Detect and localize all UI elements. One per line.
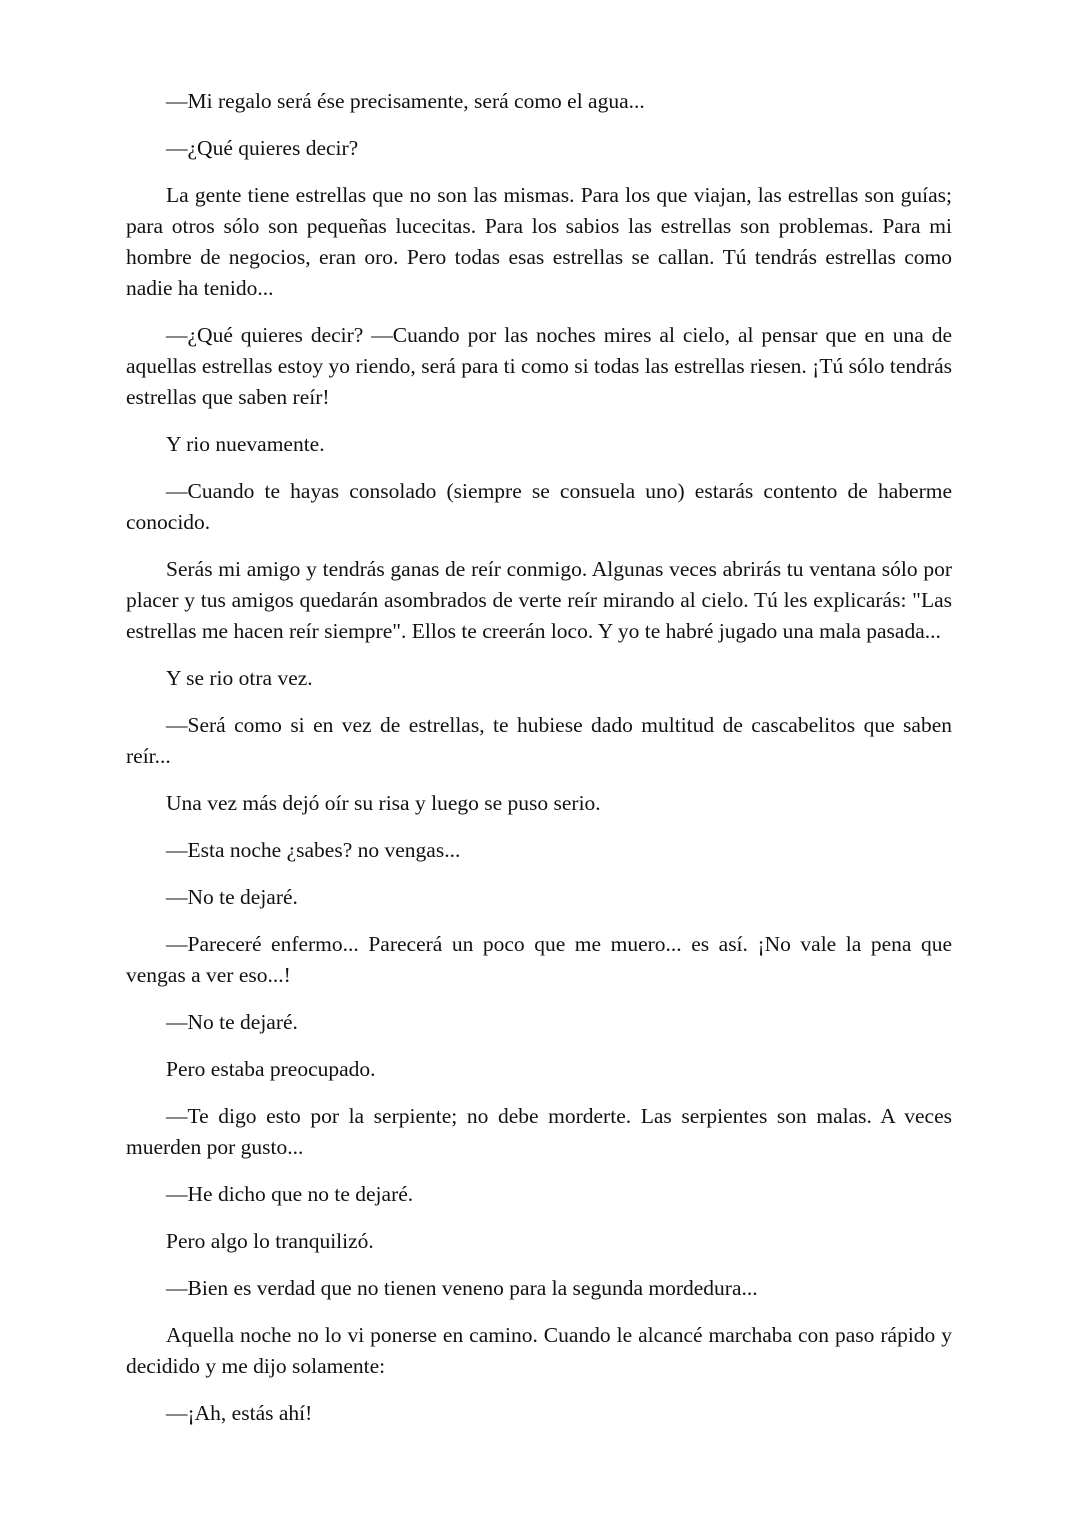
paragraph: Y rio nuevamente.: [166, 432, 325, 456]
paragraph: —Bien es verdad que no tienen veneno para la segunda mordedura...: [166, 1276, 758, 1300]
paragraph: —Te digo esto por la serpiente; no debe morderte. Las serpientes son malas. A veces muerden por gusto...: [126, 1104, 952, 1159]
paragraph: —Esta noche ¿sabes? no vengas...: [166, 838, 461, 862]
paragraph: —¿Qué quieres decir?: [166, 136, 359, 160]
paragraph: —¡Ah, estás ahí!: [166, 1401, 313, 1425]
paragraph: Serás mi amigo y tendrás ganas de reír conmigo. Algunas veces abrirás tu ventana sólo por placer y tus amigos quedarán asombrados de verte reír mirando al cielo. Tú les explicarás: "Las estrellas me hacen reír siempre". Ellos te creerán loco. Y yo te habré jugado una mala pasada...: [126, 557, 952, 643]
paragraph: —He dicho que no te dejaré.: [166, 1182, 414, 1206]
paragraph: —Pareceré enfermo... Parecerá un poco que me muero... es así. ¡No vale la pena que vengas a ver eso...!: [126, 932, 952, 987]
paragraph: Pero estaba preocupado.: [166, 1057, 376, 1081]
paragraph: —Cuando te hayas consolado (siempre se consuela uno) estarás contento de haberme conocido.: [126, 479, 952, 534]
paragraph: Aquella noche no lo vi ponerse en camino. Cuando le alcancé marchaba con paso rápido y decidido y me dijo solamente:: [126, 1323, 952, 1378]
paragraph: —Será como si en vez de estrellas, te hubiese dado multitud de cascabelitos que saben reír...: [126, 713, 952, 768]
paragraph: Pero algo lo tranquilizó.: [166, 1229, 374, 1253]
paragraph: Una vez más dejó oír su risa y luego se puso serio.: [166, 791, 601, 815]
paragraph: —¿Qué quieres decir? —Cuando por las noches mires al cielo, al pensar que en una de aquellas estrellas estoy yo riendo, será para ti como si todas las estrellas riesen. ¡Tú sólo tendrás estrellas que saben reír!: [126, 323, 952, 409]
paragraph: La gente tiene estrellas que no son las mismas. Para los que viajan, las estrellas son guías; para otros sólo son pequeñas lucecitas. Para los sabios las estrellas son problemas. Para mi hombre de negocios, eran oro. Pero todas esas estrellas se callan. Tú tendrás estrellas como nadie ha tenido...: [126, 183, 952, 300]
paragraph: —No te dejaré.: [166, 1010, 298, 1034]
paragraph: Y se rio otra vez.: [166, 666, 313, 690]
paragraph: —Mi regalo será ése precisamente, será como el agua...: [166, 89, 645, 113]
paragraph: —No te dejaré.: [166, 885, 298, 909]
